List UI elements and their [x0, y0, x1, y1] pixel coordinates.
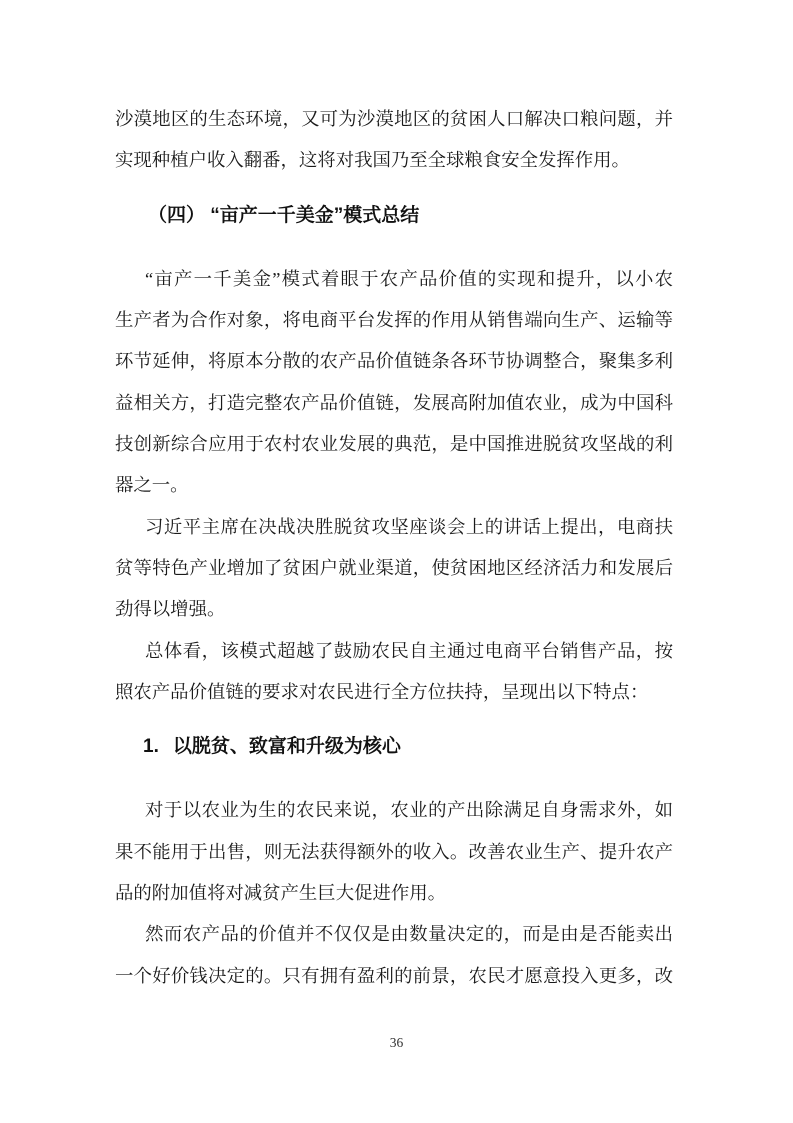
text-line: 环节延伸，将原本分散的农产品价值链条各环节协调整合，聚集多利 [115, 351, 673, 372]
text-line: 一个好价钱决定的。只有拥有盈利的前景，农民才愿意投入更多，改 [115, 965, 673, 986]
text-line: 沙漠地区的生态环境，又可为沙漠地区的贫困人口解决口粮问题，并 [115, 109, 673, 129]
page-number: 36 [389, 1035, 404, 1050]
text-line: 品的附加值将对减贫产生巨大促进作用。 [115, 883, 447, 904]
numbered-heading [115, 726, 673, 767]
text-line: 总体看，该模式超越了鼓励农民自主通过电商平台销售产品，按 [145, 640, 673, 661]
text-line: 照农产品价值链的要求对农民进行全方位扶持，呈现出以下特点： [115, 681, 649, 702]
page-content [115, 99, 673, 997]
text-line: 对于以农业为生的农民来说，农业的产出除满足自身需求外，如 [145, 800, 673, 821]
text-line: 劲得以增强。 [115, 599, 226, 620]
paragraph [115, 507, 673, 631]
text-line: 实现种植户收入翻番，这将对我国乃至全球粮食安全发挥作用。 [115, 150, 630, 171]
text-line: 器之一。 [115, 475, 189, 496]
heading-number: 1. [143, 736, 159, 758]
text-line: 果不能用于出售，则无法获得额外的收入。改善农业生产、提升农产 [115, 841, 673, 862]
heading-text: 以脱贫、致富和升级为核心 [172, 736, 401, 758]
paragraph [115, 631, 673, 714]
text-line: “亩产一千美金”模式着眼于农产品价值的实现和提升，以小农 [145, 268, 673, 289]
paragraph [115, 790, 673, 914]
text-line: 然而农产品的价值并不仅仅是由数量决定的，而是由是否能卖出 [145, 924, 673, 945]
section-heading: （四） “亩产一千美金”模式总结 [148, 204, 420, 226]
text-line: 生产者为合作对象，将电商平台发挥的作用从销售端向生产、运输等 [115, 310, 673, 331]
paragraph [115, 99, 673, 182]
text-line: 技创新综合应用于农村农业发展的典范，是中国推进脱贫攻坚战的利 [115, 434, 673, 455]
text-line: 习近平主席在决战决胜脱贫攻坚座谈会上的讲话上提出，电商扶 [145, 516, 673, 537]
text-line: 贫等特色产业增加了贫困户就业渠道，使贫困地区经济活力和发展后 [115, 557, 673, 578]
text-line: 益相关方，打造完整农产品价值链，发展高附加值农业，成为中国科 [115, 392, 673, 413]
paragraph [115, 259, 673, 507]
paragraph [115, 914, 673, 997]
